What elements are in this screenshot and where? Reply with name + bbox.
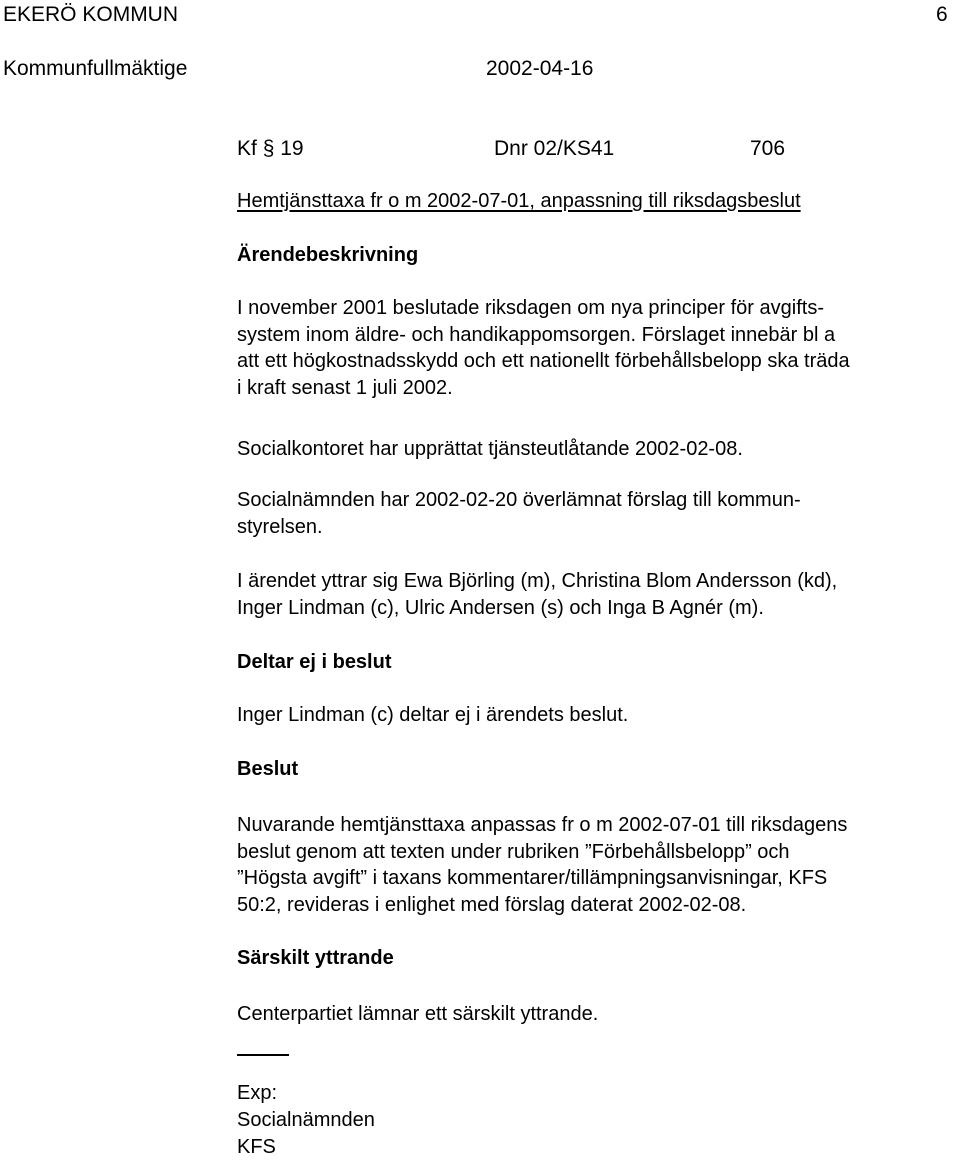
text-line: I ärendet yttrar sig Ewa Björling (m), Christina Blom Andersson (kd), [237,570,838,592]
arende-paragraph-3 [237,487,949,540]
text-line: ”Högsta avgift” i taxans kommentarer/tillämpningsanvisningar, KFS [237,867,828,889]
text-line: styrelsen. [237,515,323,538]
text-line: 50:2, revideras i enlighet med förslag daterat 2002-02-08. [237,893,747,916]
text-line: Nuvarande hemtjänsttaxa anpassas fr o m 2002-07-01 till riksdagens [237,814,848,836]
text-line: beslut genom att texten under rubriken ”Förbehållsbelopp” och [237,840,790,863]
sarskilt-heading: Särskilt yttrande [237,947,394,969]
text-line: I november 2001 beslutade riksdagen om nya principer för avgifts- [237,297,824,319]
text-line: i kraft senast 1 juli 2002. [237,376,453,399]
case-title: Hemtjänsttaxa fr o m 2002-07-01, anpassning till riksdagsbeslut [237,190,801,212]
text-line: system inom äldre- och handikappomsorgen. Förslaget innebär bl a [237,323,836,346]
beslut-paragraph [237,812,949,918]
divider-line [237,1054,289,1056]
meeting-body: Kommunfullmäktige [3,57,188,80]
text-line: Socialnämnden har 2002-02-20 överlämnat förslag till kommun- [237,489,801,511]
expedition-recipient: KFS [237,1136,276,1158]
dnr: Dnr 02/KS41 [494,137,615,160]
text-line: Inger Lindman (c), Ulric Andersen (s) och Inga B Agnér (m). [237,596,764,619]
org-name: EKERÖ KOMMUN [3,3,179,26]
expedition-label: Exp: [237,1082,278,1104]
arende-heading: Ärendebeskrivning [237,244,419,266]
sarskilt-text: Centerpartiet lämnar ett särskilt yttrande. [237,1003,599,1025]
arende-paragraph-1 [237,295,949,401]
kf-label: Kf [237,137,257,160]
expedition-recipient: Socialnämnden [237,1109,375,1131]
text-line: Socialkontoret har upprättat tjänsteutlåtande 2002-02-08. [237,438,743,460]
beslut-heading: Beslut [237,758,299,780]
kf-number: 19 [280,137,304,160]
text-line: att ett högkostnadsskydd och ett nationellt förbehållsbelopp ska träda [237,350,850,372]
page-number: 6 [936,3,948,26]
expedition-block [237,1080,949,1161]
section-symbol: § [262,137,275,160]
arende-paragraph-4 [237,568,949,621]
arende-paragraph-2 [237,436,949,463]
deltar-heading: Deltar ej i beslut [237,651,392,673]
meeting-date: 2002-04-16 [486,57,594,80]
deltar-text: Inger Lindman (c) deltar ej i ärendets beslut. [237,704,629,726]
case-code: 706 [750,137,786,160]
